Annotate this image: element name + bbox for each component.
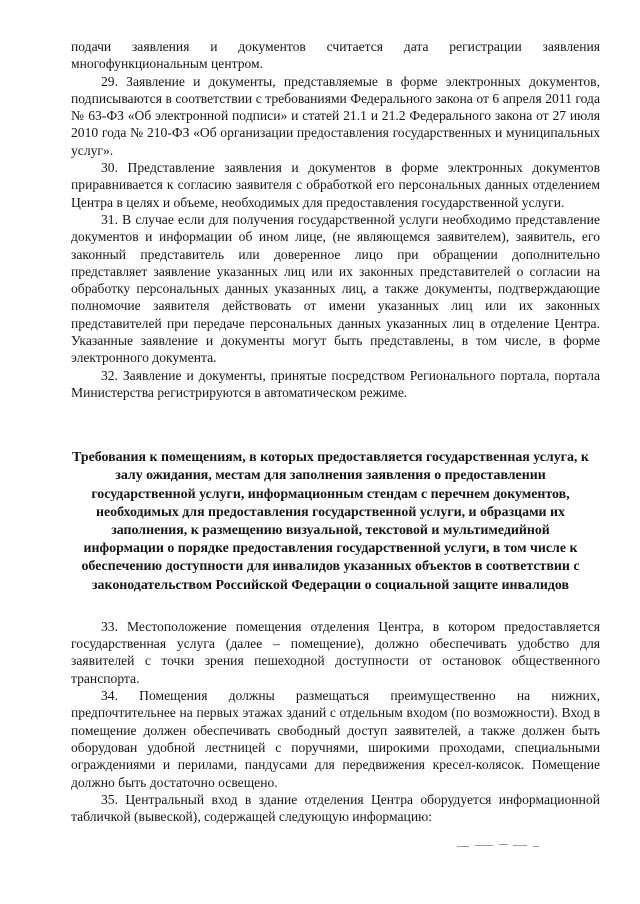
section-heading: Требования к помещениям, в которых предоставляется государственная услуга, к залу ожидания, местам для заполнения заявления о предоставлении государственной услуги, информационным стендам с перечнем документов, необходимых для предоставления государственной услуги, и образцами их заполнения, к размещению визуальной, текстовой и мультимедийной информации о порядке предоставления государственной услуги, в том числе к обеспечению доступности для инвалидов указанных объектов в соответствии с законодательством Российской Федерации о социальной защите инвалидов bbox=[72, 450, 589, 593]
paragraph-35: 35. Центральный вход в здание отделения Центра оборудуется информационной табличкой (вывеской), содержащей следующую информацию: bbox=[71, 791, 600, 825]
paragraph-31: 31. В случае если для получения государственной услуги необходимо представление документов и информации об ином лице, (не являющемся заявителем), заявитель, его законный представитель или доверенное лицо при обращении дополнительно представляет заявление указанных лиц или их законных представителей о согласии на обработку персональных данных указанных лиц, а также документы, подтверждающие полномочие заявителя действовать от имени указанных лиц или их законных представителей при передаче персональных данных указанных лиц в отделение Центра. Указанные заявление и документы могут быть представлены, в том числе, в форме электронного документа. bbox=[71, 211, 600, 366]
paragraph-continued: подачи заявления и документов считается дата регистрации заявления многофункциональным центром. bbox=[71, 39, 600, 72]
paragraph-34: 34. Помещения должны размещаться преимущественно на нижних, предпочтительнее на первых этажах зданий с отдельным входом (по возможности). Вход в помещение должен обеспечивать свободный доступ заявителей, а также должен быть оборудован удобной лестницей с поручнями, широкими проходами, специальными ограждениями и перилами, пандусами для передвижения кресел-колясок. Помещение должно быть достаточно освещено. bbox=[71, 688, 600, 790]
paragraph-33: 33. Местоположение помещения отделения Центра, в котором предоставляется государственная услуга (далее – помещение), должно обеспечивать удобство для заявителей с точки зрения пешеходной доступности от остановок общественного транспорта. bbox=[71, 618, 600, 686]
paragraph-30: 30. Представление заявления и документов в форме электронных документов приравнивается к согласию заявителя с обработкой его персональных данных отделением Центра в целях и объеме, необходимых для предоставления государственной услуги. bbox=[71, 160, 600, 210]
paragraph-29: 29. Заявление и документы, представляемые в форме электронных документов, подписываются в соответствии с требованиями Федерального закона от 6 апреля 2011 года № 63-ФЗ «Об электронной подписи» и статей 21.1 и 21.2 Федерального закона от 27 июля 2010 года № 210-ФЗ «Об организации предоставления государственных и муниципальных услуг». bbox=[71, 73, 600, 158]
paragraph-32: 32. Заявление и документы, принятые посредством Регионального портала, портала Министерства регистрируются в автоматическом режиме. bbox=[71, 367, 600, 400]
scan-artifact bbox=[455, 839, 545, 853]
heading-spacer bbox=[71, 595, 600, 618]
